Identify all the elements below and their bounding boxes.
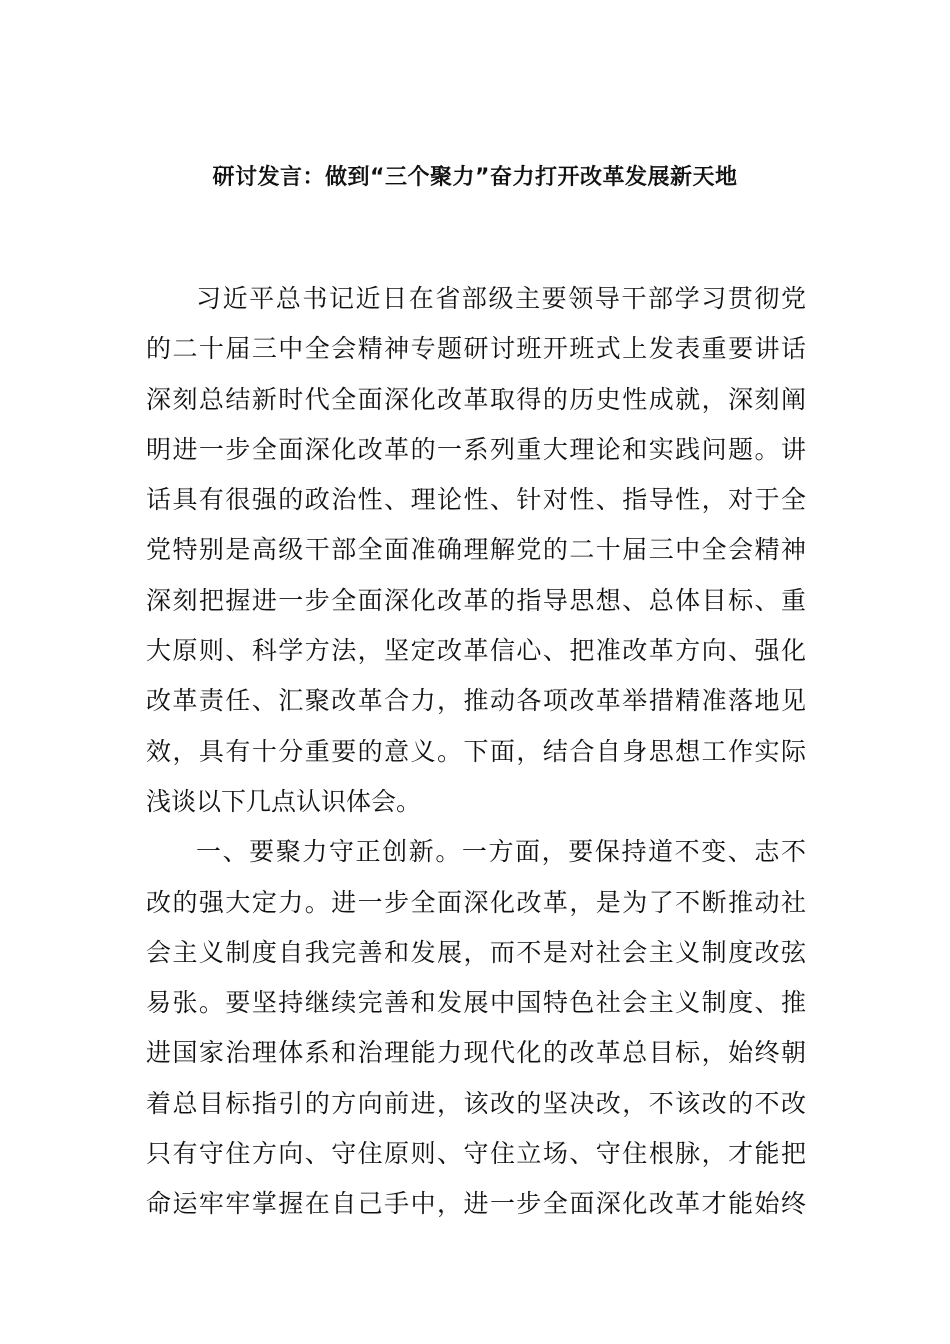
paragraph-line: 着总目标指引的方向前进，该改的坚决改，不该改的不改 [146, 1088, 806, 1118]
paragraph-line: 话具有很强的政治性、理论性、针对性、指导性，对于全 [146, 485, 806, 515]
paragraph-line: 明进一步全面深化改革的一系列重大理论和实践问题。讲 [146, 434, 806, 464]
paragraph-line: 进国家治理体系和治理能力现代化的改革总目标，始终朝 [146, 1038, 806, 1068]
paragraph-line: 易张。要坚持继续完善和发展中国特色社会主义制度、推 [146, 988, 806, 1018]
paragraph-line: 的二十届三中全会精神专题研讨班开班式上发表重要讲话 [146, 334, 806, 364]
paragraph-line: 一、要聚力守正创新。一方面，要保持道不变、志不 [196, 837, 806, 867]
paragraph-line: 只有守住方向、守住原则、守住立场、守住根脉，才能把 [146, 1139, 806, 1169]
paragraph-line: 习近平总书记近日在省部级主要领导干部学习贯彻党 [196, 284, 806, 313]
paragraph-line: 党特别是高级干部全面准确理解党的二十届三中全会精神 [146, 535, 806, 565]
document-body [146, 274, 806, 1230]
paragraph-line: 大原则、科学方法，坚定改革信心、把准改革方向、强化 [146, 636, 806, 666]
paragraph-line: 深刻把握进一步全面深化改革的指导思想、总体目标、重 [146, 585, 806, 615]
paragraph-line: 深刻总结新时代全面深化改革取得的历史性成就，深刻阐 [146, 384, 806, 414]
paragraph-line: 改革责任、汇聚改革合力，推动各项改革举措精准落地见 [146, 686, 806, 716]
paragraph-line: 命运牢牢掌握在自己手中，进一步全面深化改革才能始终 [146, 1189, 806, 1219]
paragraph-line: 浅谈以下几点认识体会。 [146, 786, 422, 816]
paragraph-line: 会主义制度自我完善和发展，而不是对社会主义制度改弦 [146, 937, 806, 967]
paragraph-line: 改的强大定力。进一步全面深化改革，是为了不断推动社 [146, 887, 806, 917]
paragraph-line: 效，具有十分重要的意义。下面，结合自身思想工作实际 [146, 736, 806, 766]
document-title: 研讨发言：做到“三个聚力”奋力打开改革发展新天地 [212, 165, 738, 190]
